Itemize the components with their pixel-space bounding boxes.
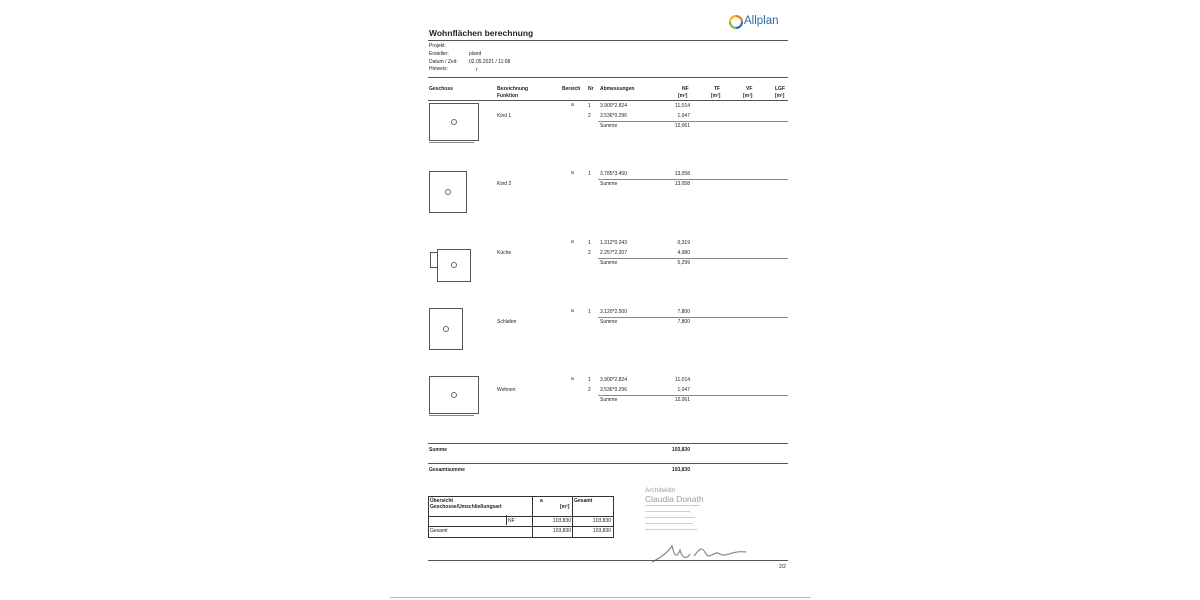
col-bereich: Bereich [562,86,581,92]
summe-value: 12,061 [674,397,690,403]
overview-row-gesamt-label: Gesamt [430,528,448,534]
stamp-line-2: Claudia Donath [645,494,704,504]
col-nf: NF [682,86,689,92]
summe-divider [598,179,788,180]
stamp-address-blur [645,529,697,530]
summe-value: 7,800 [677,319,690,325]
row-dim: 3.536*0.296 [600,387,627,393]
room-name: Schlafen [497,319,517,325]
row-nf: 1,047 [677,113,690,119]
row-nf: 1,047 [677,387,690,393]
projekt-label: Projekt: [429,43,446,49]
datum-label: Datum / Zeit: [429,58,458,65]
gesamtsumme-divider [428,463,788,464]
room-marker-icon [451,392,457,398]
ersteller-label: Ersteller: [429,50,449,57]
overview-row-gesamt-a: 103,830 [552,528,571,534]
row-dim: 3.536*0.296 [600,113,627,119]
col-vf: VF [746,86,753,92]
summe-label: Summe [600,123,618,129]
row-nf: 13,058 [674,171,690,177]
col-abmessungen: Abmessungen [600,86,635,92]
row-nr: 2 [588,113,591,119]
summe-value: 5,299 [677,260,690,266]
row-dim: 3.785*3.450 [600,171,627,177]
row-dim: 1.312*0.243 [600,240,627,246]
gesamtsumme-label: Gesamtsumme [429,467,465,473]
summe-divider [598,258,788,259]
row-nr: 1 [588,309,591,315]
overview-row-nf-label: NF [508,518,515,524]
floorplan-sketch-annex [430,252,438,268]
header-divider [428,100,788,101]
table-row-divider [429,526,613,527]
row-nr: 1 [588,171,591,177]
stamp-address-blur [645,505,700,506]
row-nf: 0,319 [677,240,690,246]
table-row-divider [429,516,613,517]
room-marker-icon [443,326,449,332]
summe-label: Summe [600,397,618,403]
floorplan-sketch [429,171,467,213]
signature-image [650,540,750,566]
floorplan-sketch [429,103,479,141]
total-summe-label: Summe [429,447,448,453]
col-lgf-unit: [m²] [775,93,785,99]
overview-col-a-unit: [m²] [560,504,570,510]
overview-col-a: a [540,498,543,504]
dimension-line [429,142,474,143]
room-marker-icon [451,262,457,268]
bereich-value: a [571,239,574,245]
total-summe-value: 103,830 [671,447,690,453]
stamp-address-blur [645,517,695,518]
bereich-value: a [571,102,574,108]
summe-divider [598,121,788,122]
overview-col-gesamt: Gesamt [574,498,593,504]
col-nr: Nr [588,86,594,92]
overview-row-gesamt-gesamt: 103,830 [592,528,611,534]
bereich-value: a [571,308,574,314]
allplan-logo-text: Allplan [744,15,779,27]
meta-divider [428,77,788,78]
row-nr: 1 [588,240,591,246]
allplan-logo [729,14,789,32]
summe-divider [598,395,788,396]
col-geschoss: Geschoss [429,86,453,92]
footer-divider [428,560,788,561]
floorplan-sketch [437,249,471,282]
row-nr: 2 [588,387,591,393]
gesamtsumme-value: 103,830 [671,467,690,473]
totals-divider [428,443,788,444]
bereich-value: a [571,376,574,382]
row-dim: 2.257*2.207 [600,250,627,256]
row-dim: 3.120*2.500 [600,309,627,315]
summe-value: 13,058 [674,181,690,187]
meta-values [469,43,510,66]
meta-labels [429,43,458,74]
row-nr: 1 [588,103,591,109]
room-name: Küche [497,250,512,256]
col-tf: TF [714,86,721,92]
ersteller-value: pland [469,50,482,57]
row-dim: 3.900*2.824 [600,377,627,383]
title-divider [428,40,788,41]
hinweis-value: r [476,66,478,73]
stamp-address-blur [645,511,690,512]
overview-row-nf-a: 103,830 [552,518,571,524]
row-nf: 7,800 [677,309,690,315]
col-tf-unit: [m²] [711,93,721,99]
datum-value: 02.05.2021 / 11:08 [469,58,511,65]
overview-subtitle: Geschosse/Umschließungsart [430,504,502,510]
stamp-address-blur [645,523,693,524]
overview-row-nf-gesamt: 103,830 [592,518,611,524]
floorplan-sketch [429,308,463,350]
room-name: Wohnen [497,387,516,393]
row-nr: 2 [588,250,591,256]
hinweis-label: Hinweis: [429,66,448,73]
col-vf-unit: [m²] [743,93,753,99]
row-nr: 1 [588,377,591,383]
page-edge [390,597,811,598]
col-funktion: Funktion [497,93,519,99]
col-nf-unit: [m²] [678,93,688,99]
stamp-line-1: Architektin [645,487,676,494]
overview-table [428,496,614,538]
bereich-value: a [571,170,574,176]
overview-title: Übersicht [430,498,454,504]
col-lgf: LGF [775,86,785,92]
table-inner-divider [506,515,507,525]
allplan-logo-icon [729,15,743,29]
room-name: Kind 1 [497,113,512,119]
room-marker-icon [445,189,451,195]
row-nf: 11,014 [675,377,690,383]
architect-stamp [645,487,704,530]
page-number: 2/2 [779,564,786,570]
row-nf: 4,980 [677,250,690,256]
summe-value: 12,061 [674,123,690,129]
summe-label: Summe [600,319,618,325]
room-marker-icon [451,119,457,125]
document-title: Wohnflächen berechnung [429,28,534,38]
room-name: Kind 2 [497,181,512,187]
dimension-line [429,415,474,416]
floorplan-sketch [429,376,479,414]
col-bezeichnung: Bezeichnung [497,86,529,92]
row-dim: 3.900*2.824 [600,103,627,109]
summe-label: Summe [600,181,618,187]
row-nf: 11,014 [675,103,690,109]
summe-label: Summe [600,260,618,266]
summe-divider [598,317,788,318]
